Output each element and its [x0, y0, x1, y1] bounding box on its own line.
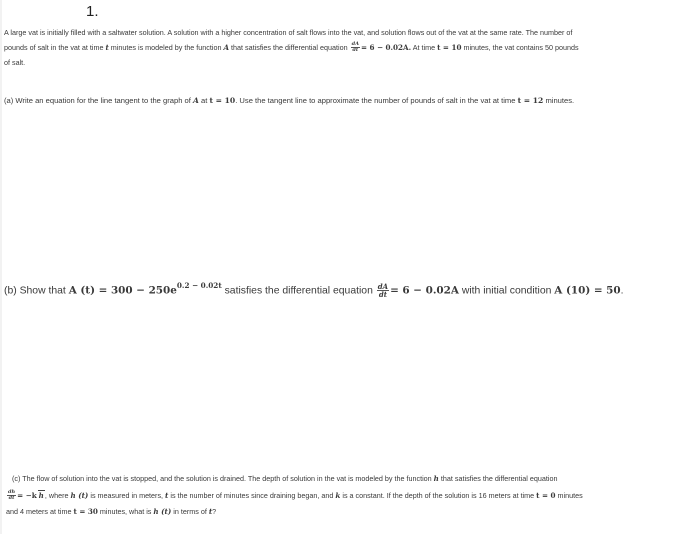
diff-eq-rhs: = −k	[17, 490, 37, 500]
part-c-text-4: is measured in meters,	[88, 490, 166, 500]
intro-text-2e: minutes, the vat contains 50 pounds	[461, 42, 579, 52]
part-c-text-5: is the number of minutes since draining began, and	[168, 490, 336, 500]
left-border	[0, 0, 2, 534]
part-a-text-3: . Use the tangent line to approximate the number of pounds of salt in the vat at time	[235, 96, 518, 105]
intro-text-2c: that satisfies the differential equation	[229, 42, 350, 52]
part-c-text-8: and 4 meters at time	[6, 506, 74, 516]
part-c-line-2	[6, 487, 583, 505]
part-b	[4, 279, 624, 299]
part-a-text-1: (a) Write an equation for the line tangent to the graph of	[4, 96, 193, 105]
var-A: A	[223, 42, 230, 52]
intro-line-2	[4, 40, 579, 56]
var-k: k	[335, 490, 341, 500]
intro-text-2a: pounds of salt in the vat at time	[4, 42, 106, 52]
part-c-text-11: ?	[212, 506, 217, 516]
part-a-text-2: at	[198, 96, 210, 105]
var-t: t	[208, 506, 213, 516]
part-a-text-4: minutes.	[543, 96, 575, 105]
part-a	[4, 94, 574, 108]
var-h: h	[433, 474, 439, 483]
derivative-dA-dt: $\frac{dA}{dt}$	[377, 282, 389, 300]
part-c-text-10: in terms of	[171, 506, 209, 516]
time-10: t = 10	[209, 96, 236, 105]
function-h-of-t: h (t)	[153, 506, 172, 516]
problem-intro	[4, 26, 579, 69]
intro-text-1: A large vat is initially filled with a saltwater solution. A solution with a higher concentration of salt flows into the vat, and solution flows out of the vat at the same rate. The number of	[4, 28, 573, 37]
derivative-dh-dt: $\frac{dh}{dt}$	[8, 489, 16, 502]
intro-line-3	[4, 56, 579, 70]
part-c	[6, 472, 583, 519]
problem-number: 1.	[86, 3, 99, 20]
part-c-text-9: minutes, what is	[97, 506, 154, 516]
part-b-text-2: satisfies the differential equation	[221, 285, 376, 297]
time-0: t = 0	[536, 490, 556, 500]
part-b-text-3: with initial condition	[458, 285, 555, 297]
part-c-line-1	[12, 472, 583, 487]
var-t: t	[105, 42, 109, 52]
intro-text-2d: At time	[411, 42, 438, 52]
part-c-line-3	[6, 505, 583, 520]
part-c-text-3: , where	[44, 490, 71, 500]
time-30: t = 30	[73, 506, 98, 516]
var-A: A	[192, 96, 199, 105]
part-c-text-1: (c) The flow of solution into the vat is stopped, and the solution is drained. The depth of solution in the vat is modeled by the function	[12, 474, 434, 483]
exponent: 0.2 − 0.02t	[176, 281, 222, 290]
diff-eq-rhs: = 6 − 0.02A	[390, 284, 459, 297]
part-b-text-4: .	[620, 285, 624, 297]
part-c-text-2: that satisfies the differential equation	[438, 474, 558, 483]
intro-line-1	[4, 26, 579, 40]
derivative-dA-dt: $\frac{dA}{dt}$	[351, 41, 359, 54]
time-12: t = 12	[517, 96, 544, 105]
part-c-text-6: is a constant. If the depth of the solution is 16 meters at time	[340, 490, 537, 500]
intro-text-3: of salt.	[4, 57, 26, 67]
var-t: t	[165, 490, 169, 500]
function-A-of-t: A (t) = 300 − 250e	[68, 284, 177, 297]
function-h-of-t: h (t)	[70, 490, 89, 500]
intro-text-2b: minutes is modeled by the function	[108, 42, 224, 52]
initial-time: t = 10	[437, 42, 462, 52]
part-c-text-7: minutes	[555, 490, 583, 500]
part-b-text-1: (b) Show that	[4, 285, 69, 297]
initial-condition: A (10) = 50	[554, 284, 621, 297]
diff-eq-rhs: = 6 − 0.02A.	[361, 42, 412, 52]
sqrt-h: h	[38, 490, 44, 500]
